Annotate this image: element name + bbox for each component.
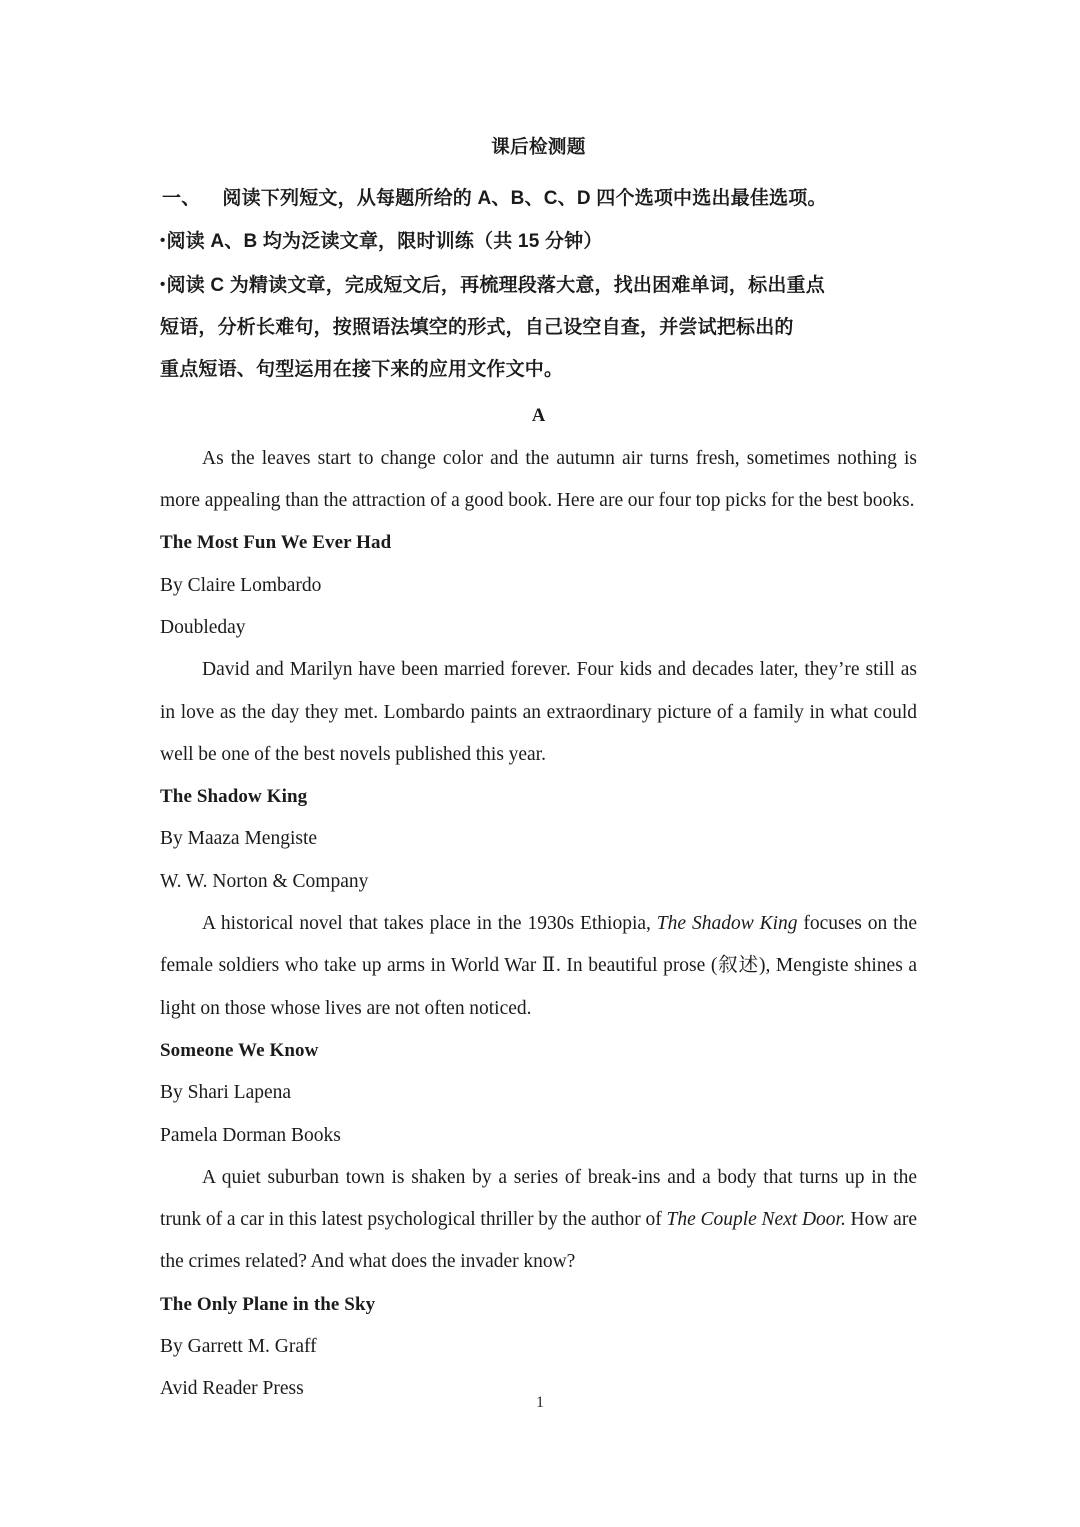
book-publisher-0: Doubleday xyxy=(160,616,246,638)
body-text-run: A quiet suburban town is shaken by a series of break-ins and a body that turns up in the trunk of a car in this latest psychological thriller by the author of xyxy=(160,1166,917,1231)
book-description-0 xyxy=(160,649,917,776)
book-title-2: Someone We Know xyxy=(160,1039,319,1061)
document-content xyxy=(160,132,917,1411)
book-author-1: By Maaza Mengiste xyxy=(160,828,318,850)
book-publisher-2: Pamela Dorman Books xyxy=(160,1124,341,1146)
cited-title: The Couple Next Door. xyxy=(666,1209,846,1231)
book-title-1: The Shadow King xyxy=(160,786,308,808)
instruction-bullet-2-line-2: 短语，分析长难句，按照语法填空的形式，自己设空自查，并尝试把标出的 xyxy=(160,316,794,338)
body-text-run: How are the crimes related? And what does the invader know? xyxy=(160,1209,917,1273)
instruction-item-1 xyxy=(162,178,917,220)
book-description-2 xyxy=(160,1157,917,1284)
book-title-3: The Only Plane in the Sky xyxy=(160,1293,376,1315)
body-text-run: David and Marilyn have been married forever. Four kids and decades later, they’re still as in love as the day they met. Lombardo paints an extraordinary picture of a family in what could well be one of the best novels published this year. xyxy=(160,659,917,765)
passage-intro-paragraph: As the leaves start to change color and the autumn air turns fresh, sometimes nothing is more appealing than the attraction of a good book. Here are our four top picks for the best books. xyxy=(160,447,917,512)
bullet-icon: • xyxy=(160,232,166,250)
body-text-run: focuses on the female soldiers who take up arms in World War Ⅱ. In beautiful prose (叙述), Mengiste shines a light on those whose lives are not often noticed. xyxy=(160,913,917,1019)
book-author-2: By Shari Lapena xyxy=(160,1082,292,1104)
section-letter-a: A xyxy=(531,406,546,427)
instruction-bullet-1-text: 阅读 A、B 均为泛读文章，限时训练（共 15 分钟） xyxy=(166,231,603,253)
instruction-bullet-1 xyxy=(160,220,917,263)
bullet-icon: • xyxy=(160,275,166,293)
book-publisher-1: W. W. Norton & Company xyxy=(160,870,369,892)
instruction-bullet-2-line-1 xyxy=(160,264,917,307)
instruction-item-number: 一、 xyxy=(162,188,201,209)
page-title: 课后检测题 xyxy=(491,136,586,157)
book-author-0: By Claire Lombardo xyxy=(160,574,322,596)
cited-title: The Shadow King xyxy=(656,913,798,935)
book-publisher-3: Avid Reader Press xyxy=(160,1378,304,1400)
instruction-bullet-2-line-3: 重点短语、句型运用在接下来的应用文作文中。 xyxy=(160,359,564,381)
book-description-1 xyxy=(160,903,917,1030)
instruction-bullet-2-text-line-1: 阅读 C 为精读文章，完成短文后，再梳理段落大意，找出困难单词，标出重点 xyxy=(166,274,825,296)
page-number: 1 xyxy=(536,1394,544,1411)
body-text-run: A historical novel that takes place in the 1930s Ethiopia, xyxy=(202,913,657,935)
instruction-item-text: 阅读下列短文，从每题所给的 A、B、C、D 四个选项中选出最佳选项。 xyxy=(222,188,827,209)
book-author-3: By Garrett M. Graff xyxy=(160,1336,317,1358)
book-title-0: The Most Fun We Ever Had xyxy=(160,532,392,554)
